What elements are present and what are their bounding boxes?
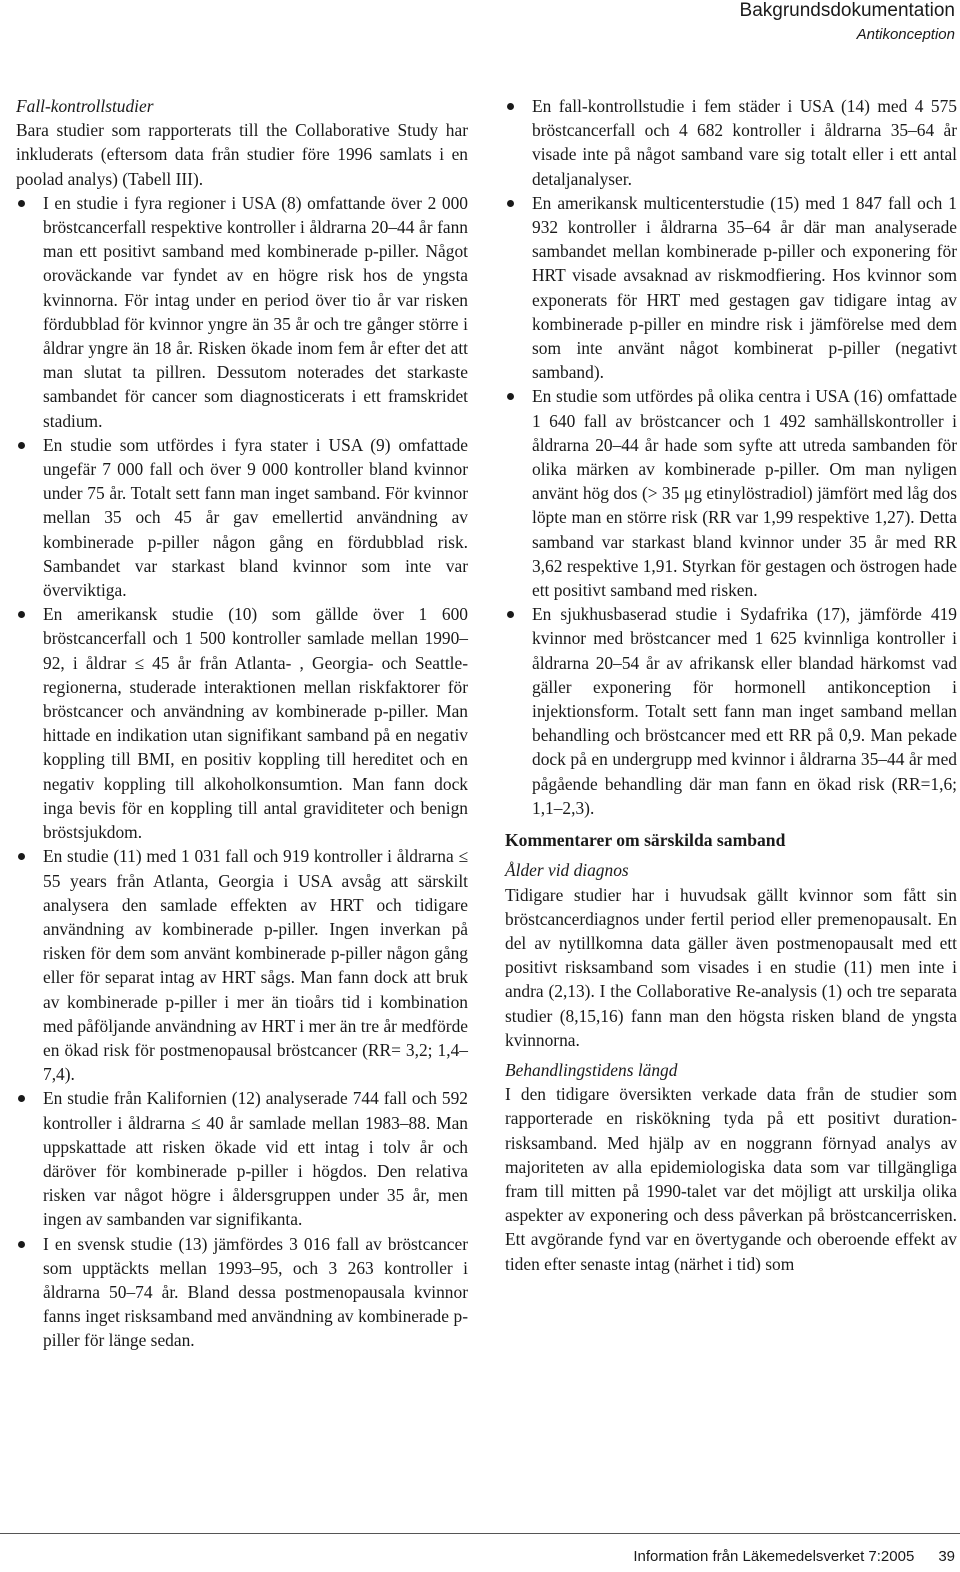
list-item — [505, 602, 957, 820]
list-item — [16, 433, 468, 602]
page-number: 39 — [938, 1548, 955, 1565]
age-at-diagnosis-paragraph: Tidigare studier har i huvudsak gällt kvinnor som fått sin bröstcancerdiagnos under fertil period eller premenopausalt. En del av nytillkomna data gäller även postmenopausalt med ett positivt risksamband som visades i en studie (11) men inte i andra (2,13). I the Collaborative Re-analysis (1) och tre separata studier (8,15,16) fann man den högsta risken bland de yngsta kvinnorna. — [505, 884, 957, 1050]
bullet-icon — [507, 393, 514, 400]
list-item — [16, 1086, 468, 1231]
bullet-icon — [507, 103, 514, 110]
list-item — [505, 191, 957, 385]
list-item — [16, 191, 468, 433]
list-item-text: En fall-kontrollstudie i fem städer i USA (14) med 4 575 bröstcancerfall och 4 682 kontroller i åldrarna 35–64 år visade inte på något samband vare sig totalt eller i ett antal detaljanalyser. — [532, 96, 957, 189]
page-header — [740, 0, 955, 44]
bullet-icon — [18, 1241, 25, 1248]
footer-divider — [0, 1533, 960, 1534]
list-item-text: En studie från Kalifornien (12) analyserade 744 fall och 592 kontroller i åldrarna ≤ 40 år samlade mellan 1983–88. Man uppskattade att risken ökade vid ett intag i tolv år och däröver för kombinerade p-piller i högdos. Den relativa risken var något högre i åldersgruppen under 35 år, men ingen av sambanden var signifikanta. — [43, 1088, 468, 1230]
bullet-icon — [507, 611, 514, 618]
header-title: Bakgrundsdokumentation — [739, 0, 955, 21]
list-item — [505, 384, 957, 602]
list-item-text: I en svensk studie (13) jämfördes 3 016 fall av bröstcancer som upptäckts mellan 1993–95, och 3 263 kontroller i åldrarna 50–74 år. Bland dessa postmenopausala kvinnor fanns inget risksamband med användning av kombinerade p-piller för länge sedan. — [43, 1233, 468, 1351]
bullet-icon — [18, 200, 25, 207]
intro-paragraph: Bara studier som rapporterats till the Collaborative Study har inkluderats (eftersom data från studier före 1996 samlats i en poolad analys) (Tabell III). — [16, 120, 468, 189]
bullet-icon — [507, 200, 514, 207]
left-bullet-list — [16, 191, 468, 1353]
footer-source: Information från Läkemedelsverket 7:2005 — [633, 1548, 915, 1565]
list-item — [16, 602, 468, 844]
bullet-icon — [18, 1095, 25, 1102]
list-item — [16, 1232, 468, 1353]
page-footer — [633, 1548, 955, 1566]
list-item-text: En studie som utfördes i fyra stater i USA (9) omfattade ungefär 7 000 fall och över 9 000 kontroller bland kvinnor under 75 år. Totalt sett fann man inget samband. För kvinnor mellan 35 och 45 år gav emellertid användning av kombinerade p-piller någon gång en fördubblad risk. Sambandet var starkast bland kvinnor som inte var överviktiga. — [43, 434, 468, 601]
treatment-duration-heading: Behandlingstidens längd — [505, 1059, 678, 1080]
header-subtitle: Antikonception — [856, 26, 955, 43]
section-heading-case-control: Fall-kontrollstudier — [16, 96, 154, 116]
list-item-text: En amerikansk studie (10) som gällde över 1 600 bröstcancerfall och 1 500 kontroller samlade mellan 1990–92, i åldrar ≤ 45 år från Atlanta- , Georgia- och Seattle-regionerna, studerade interaktionen mellan riskfaktorer för bröstcancer och användning av kombinerade p-piller. Man hittade en indikation utan signifikant samband på en negativ koppling till BMI, en positiv koppling till hereditet och en negativ koppling till alkoholkonsumtion. Man fann dock inga bevis för en koppling till antal graviditeter och benign bröstsjukdom. — [43, 604, 468, 843]
treatment-duration-paragraph: I den tidigare översikten verkade data från de studier som rapporterade en riskökning tyda på ett positivt duration-risksamband. Med hjälp av en noggrann förnyad analys av majoriteten av alla epidemiologiska data som var tillgängliga fram till mitten på 1990-talet var det möjligt att urskilja olika aspekter av exponering och dess påverkan på bröstcancerrisken. Ett avgörande fynd var en övertygande och oberoende effekt av tiden efter senaste intag (närhet i tid) som — [505, 1084, 957, 1274]
left-column — [16, 94, 468, 1353]
bullet-icon — [18, 611, 25, 618]
right-bullet-list — [505, 94, 957, 820]
bullet-icon — [18, 442, 25, 449]
list-item-text: I en studie i fyra regioner i USA (8) omfattande över 2 000 bröstcancerfall respektive kontroller i åldrarna 20–44 år fann man ett positivt samband med kombinerade p-piller. Något oroväckande var fyndet av en högre risk hos de yngsta kvinnorna. För intag under en period över tio år var risken fördubblad för kvinnor yngre än 35 år och tre gånger större i åldrar yngre än 18 år. Risken ökade inom fem år efter det att man slutat ta pillren. Dessutom noterades det starkaste sambandet för cancer som diagnosticerats i ett framskridet stadium. — [43, 192, 468, 431]
age-at-diagnosis-heading: Ålder vid diagnos — [505, 860, 629, 881]
list-item — [16, 844, 468, 1086]
list-item-text: En studie (11) med 1 031 fall och 919 kontroller i åldrarna ≤ 55 years från Atlanta, Georgia i USA avsåg att särskilt analysera den samlade effekten av HRT och tidigare användning av kombinerade p-piller. Ingen inverkan på risken för dem som använt kombinerade p-piller någon gång eller för separat intag av HRT sågs. Man fann dock att bruk av kombinerade p-piller i mer än tioårs tid i kombination med påföljande användning av HRT i mer än tre år medförde en ökad risk för postmenopausal bröstcancer (RR= 3,2; 1,4–7,4). — [43, 846, 468, 1085]
comments-heading: Kommentarer om särskilda samband — [505, 830, 786, 851]
right-column — [505, 94, 957, 1276]
list-item-text: En amerikansk multicenterstudie (15) med 1 847 fall och 1 932 kontroller i åldrarna 35–64 år där man analyserade sambandet mellan kombinerade p-piller och exponering för HRT visade avsaknad av riskmodfiering. Hos kvinnor som exponerats för HRT med gestagen gav tidigare intag av kombinerade p-piller en mindre risk i jämförelse med dem som inte använt något kombinerat p-piller (negativt samband). — [532, 192, 957, 383]
list-item-text: En studie som utfördes på olika centra i USA (16) omfattade 1 640 fall av bröstcancer och 1 492 samhällskontroller i åldrarna 20–44 år hade som syfte att utreda sambanden för olika märken av kombinerade p-piller. Om man nyligen använt hög dos (> 35 μg etinylöstradiol) jämfört med låg dos löpte man en större risk (RR var 1,99 respektive 1,27). Detta samband var starkast bland kvinnor under 35 år med RR 3,62 respektive 1,91. Styrkan för gestagen och östrogen hade ett positivt samband med risken. — [532, 386, 957, 601]
bullet-icon — [18, 853, 25, 860]
list-item — [505, 94, 957, 191]
list-item-text: En sjukhusbaserad studie i Sydafrika (17), jämförde 419 kvinnor med bröstcancer med 1 625 kvinnliga kontroller i åldrarna 20–54 år av afrikansk eller blandad härkomst vad gäller exponering för hormonell antikonception i injektionsform. Totalt sett fann man inget samband mellan behandling och bröstcancer med ett RR på 0,9. Man pekade dock på en undergrupp med kvinnor i åldrarna 35–44 år med pågående behandling där man fann en ökad risk (RR=1,6; 1,1–2,3). — [532, 604, 957, 818]
